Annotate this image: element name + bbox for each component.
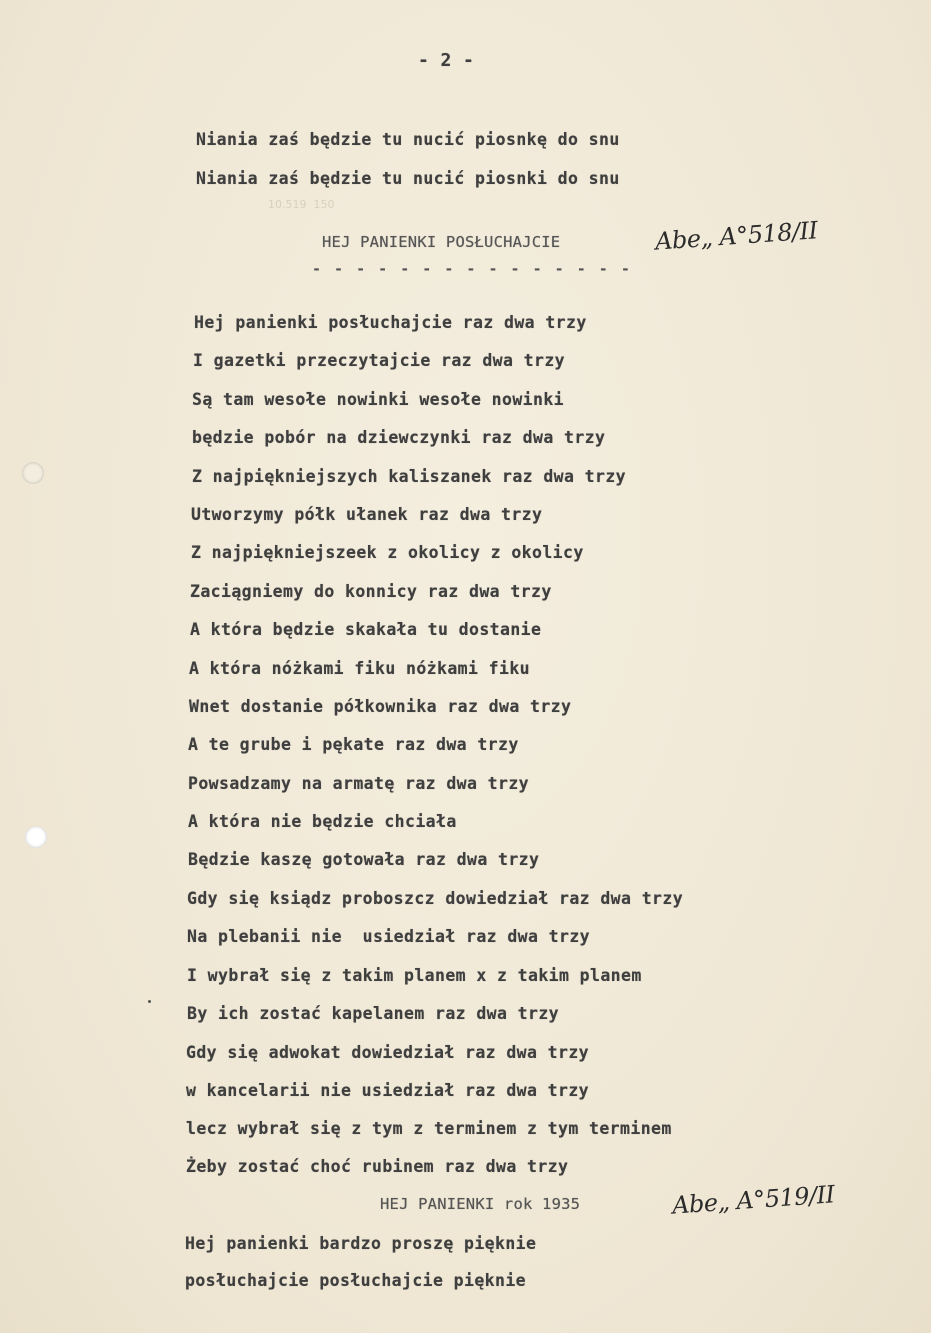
song1-line-9: A która będzie skakała tu dostanie	[190, 620, 542, 639]
song1-line-15: Będzie kaszę gotowała raz dwa trzy	[188, 850, 540, 869]
song1-line-11: Wnet dostanie półkownika raz dwa trzy	[189, 697, 572, 716]
song1-line-22: lecz wybrał się z tym z terminem z tym terminem	[186, 1119, 672, 1138]
song1-line-17: Na plebanii nie usiedział raz dwa trzy	[187, 927, 591, 946]
ink-speck	[148, 1000, 151, 1003]
song1-line-5: Z najpiękniejszych kaliszanek raz dwa trzy	[192, 467, 627, 486]
song1-line-21: w kancelarii nie usiedział raz dwa trzy	[186, 1081, 590, 1100]
song1-title: HEJ PANIENKI POSŁUCHAJCIE	[322, 233, 561, 251]
song1-line-4: będzie pobór na dziewczynki raz dwa trzy	[192, 428, 606, 447]
punch-hole-bottom	[25, 826, 47, 848]
song1-line-12: A te grube i pękate raz dwa trzy	[188, 735, 519, 754]
song1-title-underline: - - - - - - - - - - - - - - -	[312, 260, 632, 278]
song1-line-19: By ich zostać kapelanem raz dwa trzy	[187, 1004, 560, 1023]
song1-line-13: Powsadzamy na armatę raz dwa trzy	[188, 774, 530, 793]
song1-line-10: A która nóżkami fiku nóżkami fiku	[189, 659, 531, 678]
song2-title: HEJ PANIENKI rok 1935	[380, 1195, 581, 1213]
song2-line-1: Hej panienki bardzo proszę pięknie	[185, 1234, 537, 1253]
intro-line-1: Niania zaś będzie tu nucić piosnkę do snu	[196, 130, 620, 149]
song1-line-23: Żeby zostać choć rubinem raz dwa trzy	[186, 1157, 569, 1176]
song2-line-2: posłuchajcie posłuchajcie pięknie	[185, 1271, 527, 1290]
song1-line-16: Gdy się ksiądz proboszcz dowiedział raz dwa trzy	[187, 889, 684, 908]
song1-line-20: Gdy się adwokat dowiedział raz dwa trzy	[186, 1043, 590, 1062]
song1-line-1: Hej panienki posłuchajcie raz dwa trzy	[194, 313, 587, 332]
song1-line-3: Są tam wesołe nowinki wesołe nowinki	[192, 390, 565, 409]
song2-archive-note: Abe„ A°519/II	[671, 1180, 836, 1220]
song1-line-6: Utworzymy półk ułanek raz dwa trzy	[191, 505, 543, 524]
song1-line-18: I wybrał się z takim planem x z takim planem	[187, 966, 642, 985]
song1-line-8: Zaciągniemy do konnicy raz dwa trzy	[190, 582, 552, 601]
song1-line-2: I gazetki przeczytajcie raz dwa trzy	[193, 351, 566, 370]
intro-line-2: Niania zaś będzie tu nucić piosnki do snu	[196, 169, 620, 188]
song1-line-14: A która nie będzie chciała	[188, 812, 457, 831]
song1-archive-note: Abe„ A°518/II	[654, 216, 819, 256]
page-number: - 2 -	[418, 50, 475, 71]
song1-line-7: Z najpiękniejszeek z okolicy z okolicy	[191, 543, 584, 562]
punch-hole-top	[22, 462, 44, 484]
faint-pencil-note: 10.519 150	[268, 198, 335, 211]
